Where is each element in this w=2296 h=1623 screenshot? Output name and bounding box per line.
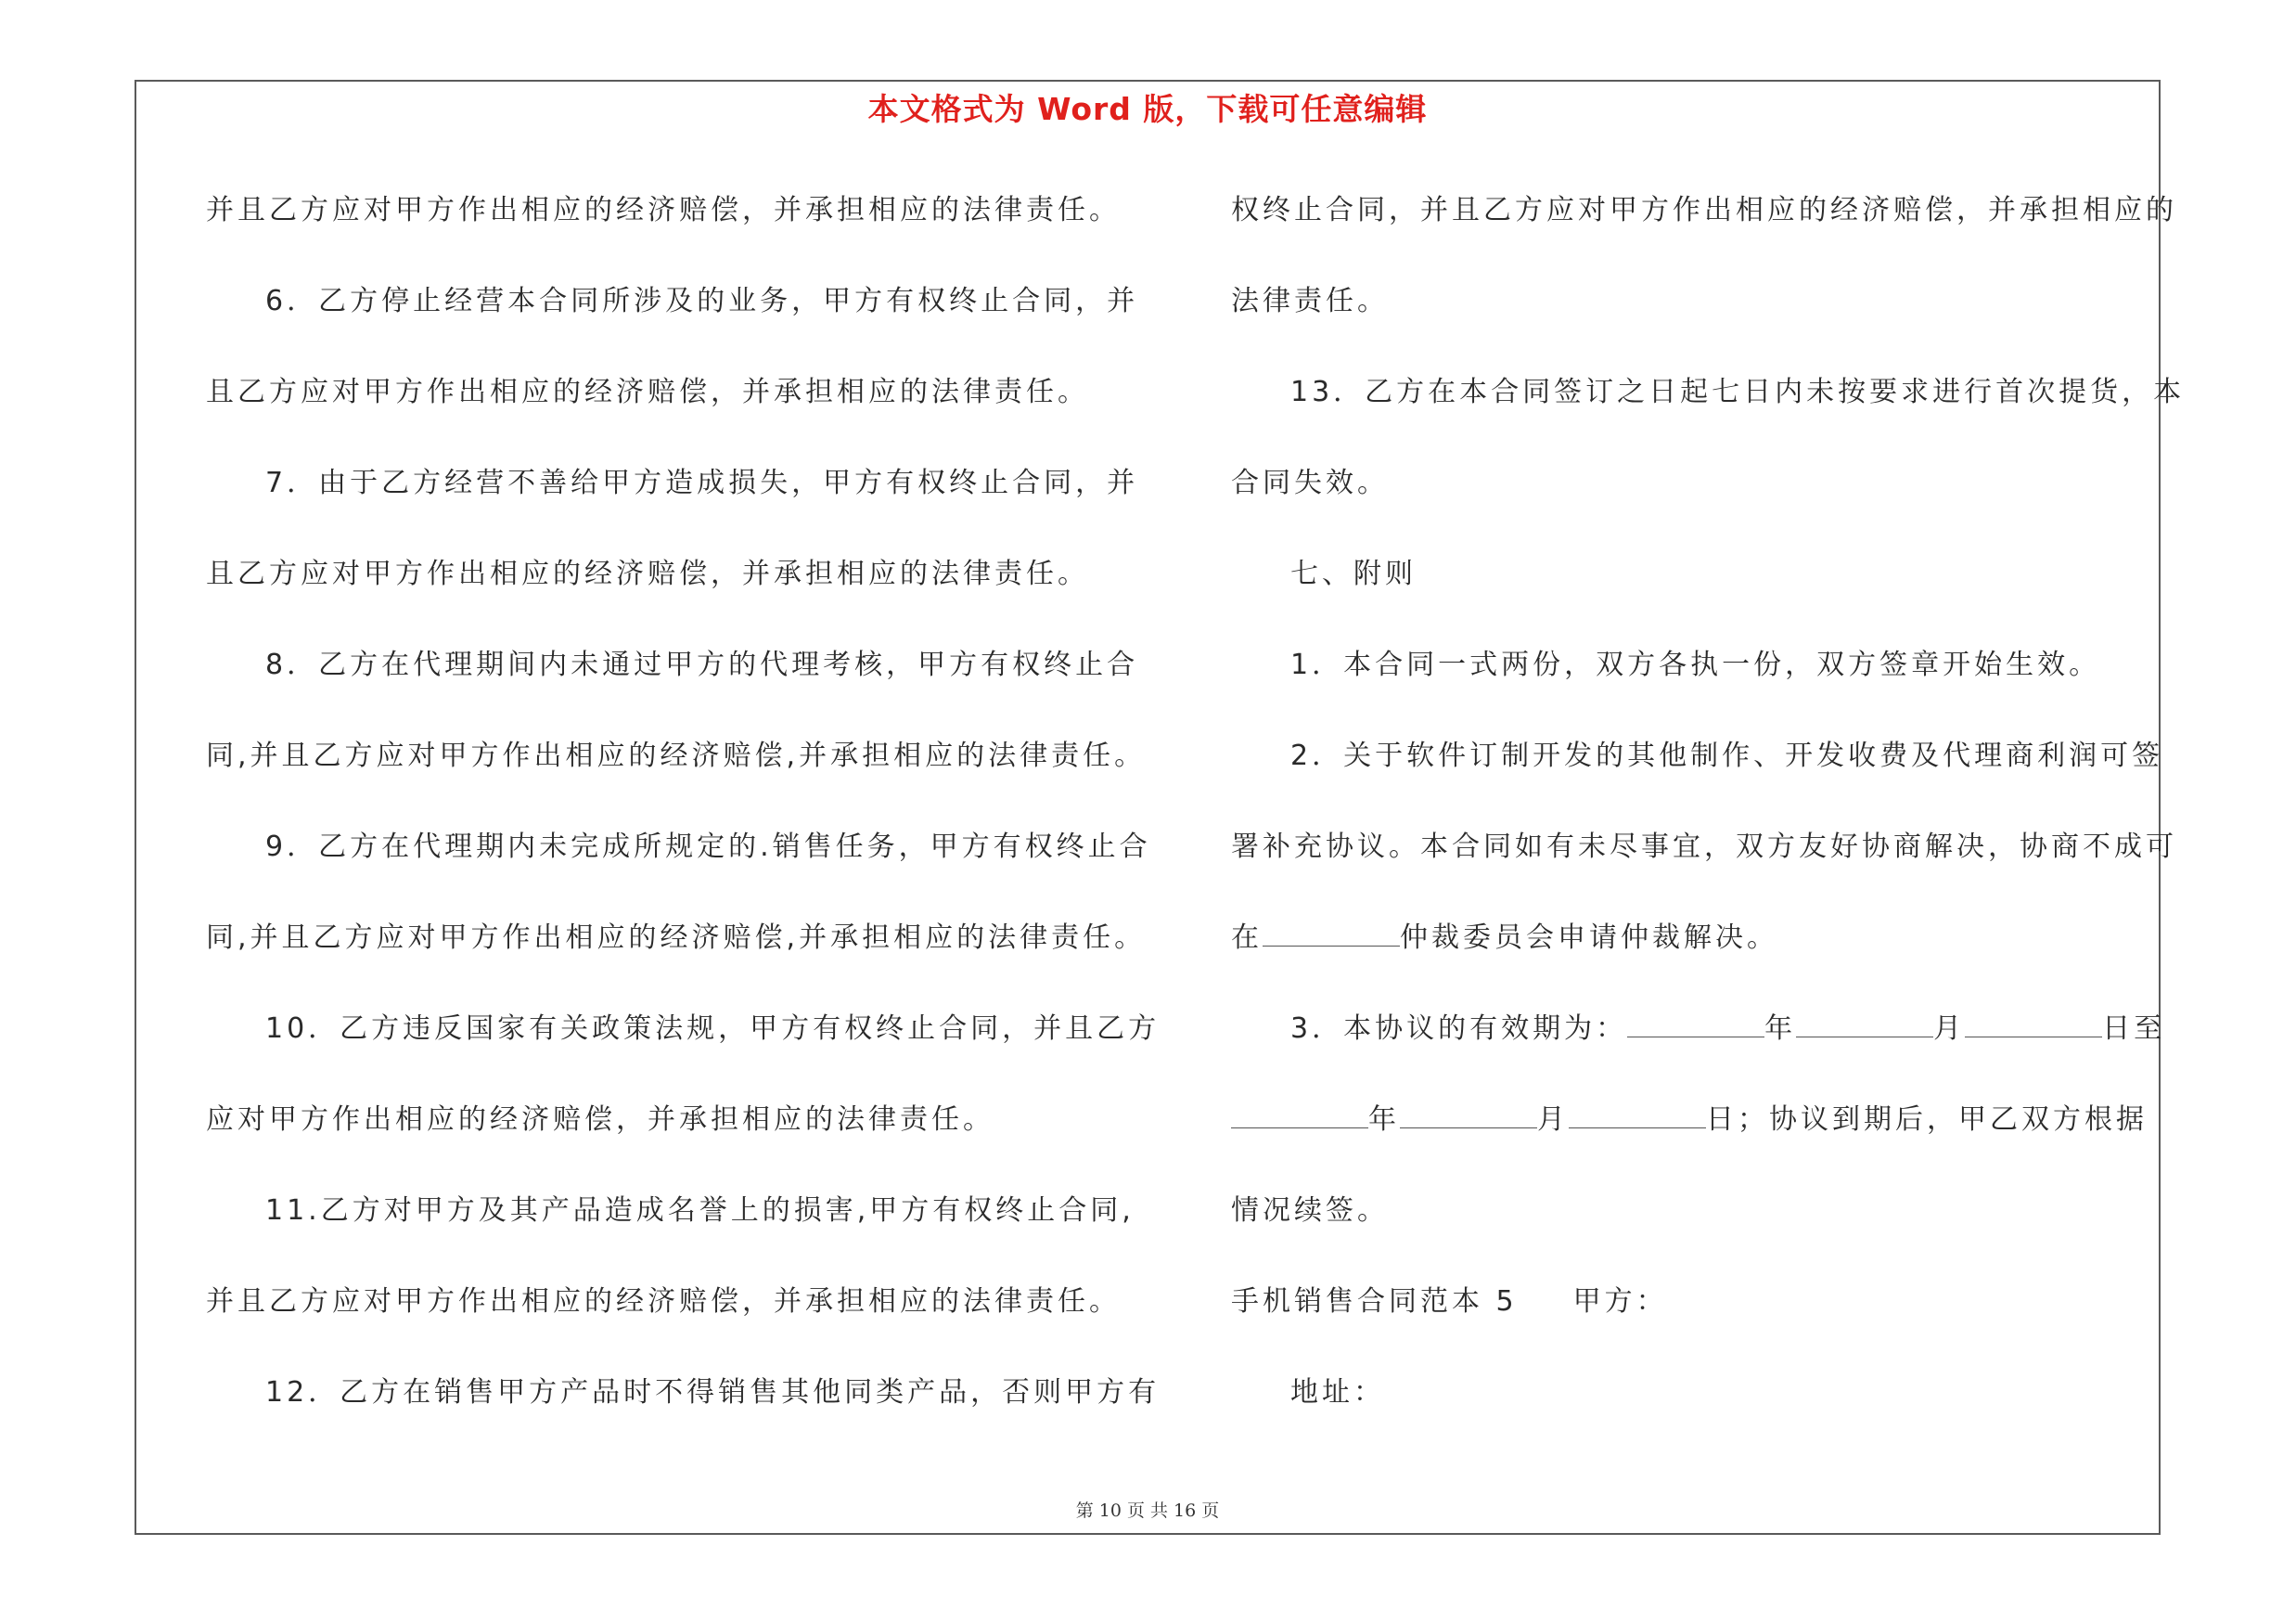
section-heading-appendix: 七、附则 xyxy=(1290,558,1417,590)
end-year-blank xyxy=(1231,1096,1368,1128)
year-label: 年 xyxy=(1764,1012,1797,1045)
editable-notice-banner: 本文格式为 Word 版，下载可任意编辑 xyxy=(867,91,1428,127)
paragraph-line: 7．由于乙方经营不善给甲方造成损失，甲方有权终止合同，并 xyxy=(265,467,1139,499)
paragraph-line: 署补充协议。本合同如有未尽事宜，双方友好协商解决，协商不成可 xyxy=(1231,831,2177,863)
paragraph-line: 6．乙方停止经营本合同所涉及的业务，甲方有权终止合同，并 xyxy=(265,285,1139,317)
paragraph-line: 1．本合同一式两份，双方各执一份，双方签章开始生效。 xyxy=(1290,649,2101,681)
paragraph-line: 同,并且乙方应对甲方作出相应的经济赔偿,并承担相应的法律责任。 xyxy=(206,740,1147,772)
paragraph-line: 权终止合同，并且乙方应对甲方作出相应的经济赔偿，并承担相应的 xyxy=(1231,194,2177,226)
validity-prefix: 3．本协议的有效期为： xyxy=(1290,1012,1628,1045)
party-a-label: 甲方： xyxy=(1572,1285,1668,1318)
contract-title-line xyxy=(1231,1273,2149,1364)
validity-end-line xyxy=(1231,1091,2149,1182)
paragraph-line: 应对甲方作出相应的经济赔偿，并承担相应的法律责任。 xyxy=(206,1103,994,1136)
paragraph-line: 且乙方应对甲方作出相应的经济赔偿，并承担相应的法律责任。 xyxy=(206,558,1089,590)
paragraph-line: 8．乙方在代理期间内未通过甲方的代理考核，甲方有权终止合 xyxy=(265,649,1139,681)
paragraph-line: 情况续签。 xyxy=(1231,1194,1389,1227)
day-to-label: 日至 xyxy=(2102,1012,2166,1045)
paragraph-line: 10．乙方违反国家有关政策法规，甲方有权终止合同，并且乙方 xyxy=(265,1012,1161,1045)
day-end-label: 日；协议到期后，甲乙双方根据 xyxy=(1706,1103,2148,1136)
month-label: 月 xyxy=(1933,1012,1966,1045)
paragraph-line: 12．乙方在销售甲方产品时不得销售其他同类产品，否则甲方有 xyxy=(265,1376,1161,1409)
paragraph-line: 同,并且乙方应对甲方作出相应的经济赔偿,并承担相应的法律责任。 xyxy=(206,921,1147,954)
paragraph-line: 11.乙方对甲方及其产品造成名誉上的损害,甲方有权终止合同, xyxy=(265,1194,1135,1227)
end-day-blank xyxy=(1569,1096,1706,1128)
paragraph-line: 且乙方应对甲方作出相应的经济赔偿，并承担相应的法律责任。 xyxy=(206,376,1089,408)
paragraph-line: 合同失效。 xyxy=(1231,467,1389,499)
left-column xyxy=(206,182,1161,1455)
year-label: 年 xyxy=(1368,1103,1400,1136)
month-label: 月 xyxy=(1537,1103,1569,1136)
contract-title: 手机销售合同范本 5 xyxy=(1231,1285,1518,1318)
paragraph-line: 法律责任。 xyxy=(1231,285,1389,317)
arbitration-suffix: 仲裁委员会申请仲裁解决。 xyxy=(1400,921,1778,954)
page-number: 第 10 页 共 16 页 xyxy=(1075,1501,1220,1521)
start-day-blank xyxy=(1965,1005,2102,1037)
start-month-blank xyxy=(1796,1005,1933,1037)
paragraph-line: 并且乙方应对甲方作出相应的经济赔偿，并承担相应的法律责任。 xyxy=(206,1285,1121,1318)
arbitration-blank xyxy=(1263,914,1400,947)
address-label: 地址： xyxy=(1290,1376,1385,1409)
arbitration-line xyxy=(1231,909,2149,1000)
start-year-blank xyxy=(1627,1005,1764,1037)
paragraph-line: 13．乙方在本合同签订之日起七日内未按要求进行首次提货，本 xyxy=(1290,376,2186,408)
paragraph-line: 并且乙方应对甲方作出相应的经济赔偿，并承担相应的法律责任。 xyxy=(206,194,1121,226)
end-month-blank xyxy=(1400,1096,1537,1128)
paragraph-line: 2．关于软件订制开发的其他制作、开发收费及代理商利润可签 xyxy=(1290,740,2164,772)
right-column xyxy=(1231,182,2186,1455)
validity-period-line xyxy=(1231,1000,2166,1091)
arbitration-prefix: 在 xyxy=(1231,921,1263,954)
paragraph-line: 9．乙方在代理期内未完成所规定的.销售任务，甲方有权终止合 xyxy=(265,831,1151,863)
